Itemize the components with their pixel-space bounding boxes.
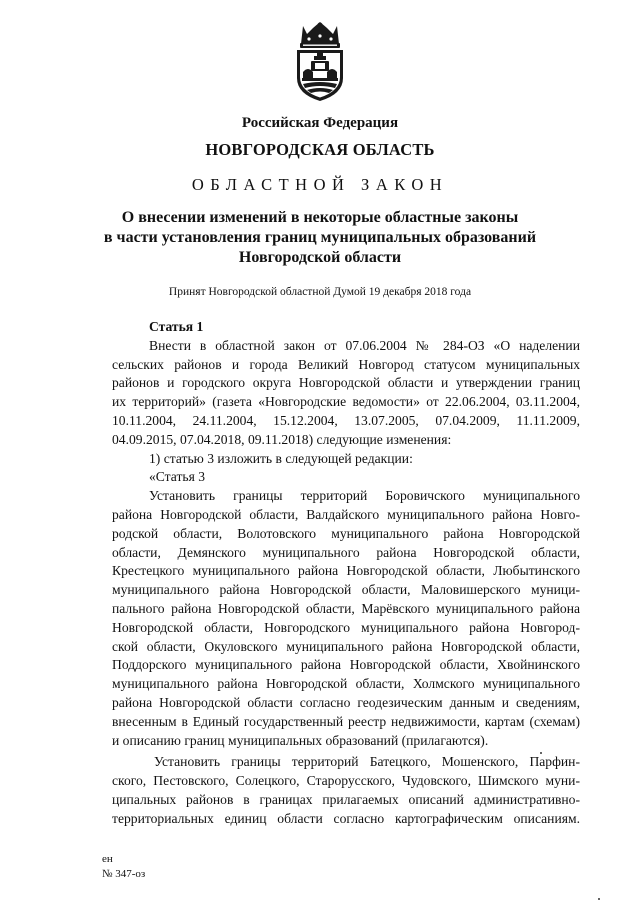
law-title-line: Новгородской области: [238, 249, 402, 266]
region-heading: НОВГОРОДСКАЯ ОБЛАСТЬ: [205, 140, 435, 159]
text-line: их территорий» (газета «Новгородские ведомости» от 22.06.2004, 03.11.2004,: [112, 394, 580, 410]
scan-speck: [540, 752, 542, 754]
text-line: Крестецкого муниципального района Новгородской области, Любытинского: [112, 563, 580, 579]
law-number: № 347-оз: [102, 868, 146, 880]
text-line: ского, Пестовского, Солецкого, Старорусского, Чудовского, Шимского муни-: [112, 773, 580, 789]
text-line: родской области, Волотовского муниципального района Новгородской: [112, 525, 580, 541]
text-line: районов и городского округа Новгородской области и утверждении границ: [112, 375, 580, 391]
text-line: 10.11.2004, 24.11.2004, 15.12.2004, 13.07.2005, 07.04.2009, 11.11.2009,: [112, 412, 580, 428]
text-line: области, Демянского муниципального района Новгородской области,: [112, 544, 580, 560]
item-1: 1) статью 3 изложить в следующей редакции:: [149, 450, 413, 466]
text-line: района Новгородской области, Валдайского муниципального района Новго-: [112, 506, 580, 522]
text-line: ципальных районов в границах прилагаемых описаний административно-: [112, 791, 580, 807]
law-body: [112, 318, 580, 829]
text-line: пального района Новгородской области, Марёвского муниципального района: [112, 600, 580, 616]
paragraph-1: [112, 337, 580, 450]
scan-speck: [598, 898, 600, 900]
paragraph-2: [112, 487, 580, 750]
text-line: муниципального района Новгородской области, Холмского муниципального: [112, 676, 580, 692]
text-line: внесенным в Единый государственный реестр недвижимости, картам (схемам): [112, 713, 580, 729]
executor-initials: ен: [102, 853, 113, 865]
text-line: сельских районов и города Великий Новгород статусом муниципальных: [112, 356, 580, 372]
quoted-article-heading: «Статья 3: [149, 469, 206, 485]
text-line: и описанию границ муниципальных образований (прилагаются).: [112, 732, 489, 748]
text-line: 04.09.2015, 07.04.2018, 09.11.2018) следующие изменения:: [112, 431, 452, 447]
federation-heading: Российская Федерация: [241, 115, 399, 131]
document-footer: [102, 852, 145, 882]
text-line: муниципального района Новгородской области, Маловишерского муници-: [112, 582, 580, 598]
text-line: ской области, Окуловского муниципального района Новгородской области,: [112, 638, 580, 654]
text-line: Установить границы территорий Батецкого, Мошенского, Парфин-: [154, 754, 580, 770]
adoption-note: Принят Новгородской областной Думой 19 декабря 2018 года: [168, 286, 472, 298]
law-type-heading: ОБЛАСТНОЙ ЗАКОН: [191, 175, 449, 194]
law-title-line: О внесении изменений в некоторые областные законы: [121, 209, 519, 226]
text-line: Поддорского муниципального района Новгородской области, Хвойнинского: [112, 657, 580, 673]
text-line: района Новгородской области согласно геодезическим данным и сведениям,: [112, 694, 580, 710]
law-title-line: в части установления границ муниципальных образований: [103, 229, 537, 246]
text-line: Внести в областной закон от 07.06.2004 № 284-ОЗ «О наделении: [149, 337, 580, 353]
law-title: [0, 208, 640, 268]
paragraph-3: [112, 753, 580, 828]
text-line: территориальных единиц области согласно картографическим описаниям.: [112, 810, 580, 826]
article-heading: Статья 1: [149, 319, 204, 334]
coat-of-arms-emblem: [289, 22, 351, 102]
text-line: Новгородской области, Новгородского муниципального района Новгород-: [112, 619, 580, 635]
text-line: Установить границы территорий Боровичского муниципального: [149, 488, 580, 504]
